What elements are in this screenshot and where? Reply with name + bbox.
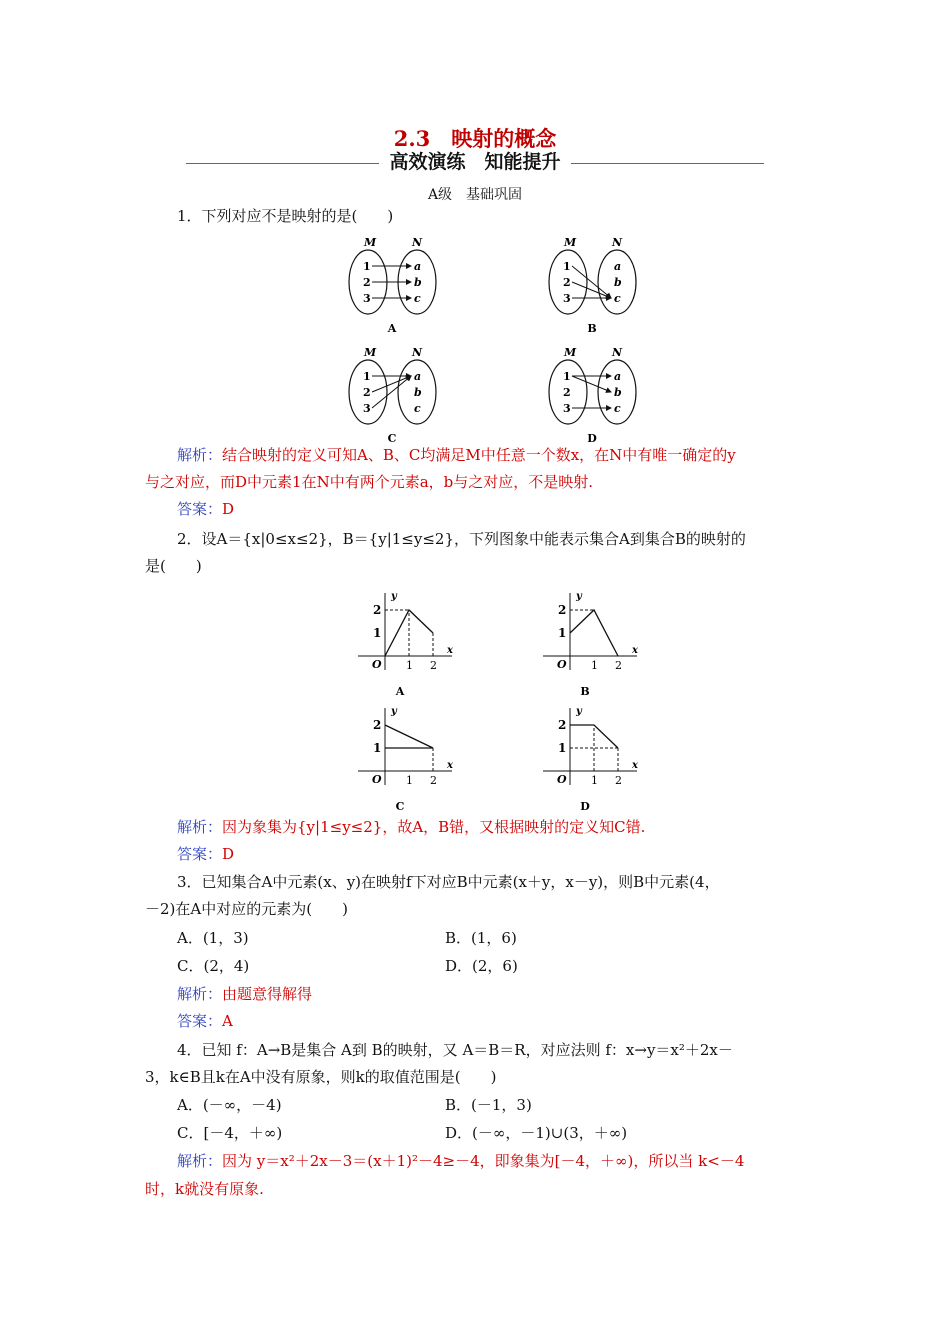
diagram-caption: B (587, 322, 597, 335)
q2-analysis (177, 814, 645, 841)
q4-option-a: A．(－∞，－4) (177, 1096, 282, 1114)
q3-answer (177, 1008, 233, 1035)
n-element: a (614, 260, 622, 273)
graph-caption: D (580, 800, 590, 813)
q2-stem-line1: 2．设A＝{x|0≤x≤2}，B＝{y|1≤y≤2}，下列图象中能表示集合A到集合B的映射的 (177, 530, 746, 548)
mapping-diagram-c (349, 346, 436, 445)
q3-analysis-text: 由题意得解得 (222, 985, 313, 1003)
q1-analysis-line1 (177, 442, 736, 469)
y-axis-label: y (391, 706, 397, 717)
n-element: a (614, 370, 622, 383)
y-tick-label: 2 (558, 718, 567, 732)
set-m-label: M (364, 236, 377, 249)
origin-label: O (557, 773, 567, 786)
y-tick-label: 2 (558, 603, 567, 617)
q3-stem-line1: 3．已知集合A中元素(x、y)在映射f下对应B中元素(x＋y，x－y)，则B中元素(4， (177, 873, 720, 891)
m-element: 3 (563, 292, 571, 305)
set-n-label: N (612, 346, 623, 359)
q1-mapping-diagrams (330, 228, 670, 448)
set-m-label: M (564, 236, 577, 249)
n-element: a (414, 370, 422, 383)
n-element: b (414, 276, 422, 289)
m-element: 3 (363, 402, 371, 415)
diagram-caption: D (587, 432, 597, 445)
x-axis-label: x (447, 645, 453, 656)
graph-caption: B (580, 685, 590, 698)
q2-graphs (340, 585, 660, 815)
set-n-label: N (412, 346, 423, 359)
n-element: b (614, 386, 622, 399)
q4-analysis-label: 解析： (177, 1152, 223, 1170)
y-axis-label: y (576, 591, 582, 602)
q3-option-c: C．(2，4) (177, 957, 250, 975)
q2-answer-value: D (222, 845, 235, 863)
function-graph-a (358, 591, 454, 698)
y-axis-label: y (391, 591, 397, 602)
graph-caption: C (395, 800, 405, 813)
n-element: c (414, 402, 421, 415)
m-element: 2 (363, 276, 371, 289)
q3-option-d: D．(2，6) (445, 957, 518, 975)
set-m-label: M (564, 346, 577, 359)
set-n-label: N (412, 236, 423, 249)
mapping-diagram-b (549, 236, 636, 335)
m-element: 2 (563, 276, 571, 289)
n-element: b (414, 386, 422, 399)
q2-analysis-text: 因为象集为{y|1≤y≤2}，故A，B错，又根据映射的定义知C错. (222, 818, 646, 836)
m-element: 1 (563, 260, 571, 273)
x-tick-label: 2 (430, 774, 437, 787)
n-element: c (414, 292, 421, 305)
q4-analysis-line1 (177, 1148, 744, 1175)
q3-analysis (177, 981, 312, 1008)
function-graph-d (543, 706, 639, 813)
m-element: 3 (363, 292, 371, 305)
q3-answer-label: 答案： (177, 1012, 223, 1030)
x-axis-label: x (447, 760, 453, 771)
q4-stem-line2: 3，k∈B且k在A中没有原象，则k的取值范围是( ) (145, 1068, 497, 1086)
mapping-arrow (572, 376, 611, 392)
x-tick-label: 2 (615, 774, 622, 787)
origin-label: O (557, 658, 567, 671)
x-tick-label: 1 (406, 774, 413, 787)
x-tick-label: 1 (591, 774, 598, 787)
x-tick-label: 1 (406, 659, 413, 672)
q1-answer-value: D (222, 500, 235, 518)
mapping-diagram-d (549, 346, 636, 445)
x-tick-label: 2 (615, 659, 622, 672)
q3-option-b: B．(1，6) (445, 929, 517, 947)
graph-curve (385, 725, 433, 748)
m-element: 1 (563, 370, 571, 383)
q3-answer-value: A (222, 1012, 233, 1030)
function-graph-c (358, 706, 454, 813)
x-tick-label: 2 (430, 659, 437, 672)
y-tick-label: 2 (373, 603, 382, 617)
q2-answer (177, 841, 234, 868)
n-element: c (614, 402, 621, 415)
x-tick-label: 1 (591, 659, 598, 672)
q3-option-a: A．(1，3) (177, 929, 249, 947)
q4-option-d: D．(－∞，－1)∪(3，＋∞) (445, 1124, 628, 1142)
origin-label: O (372, 658, 382, 671)
q2-answer-label: 答案： (177, 845, 223, 863)
graph-caption: A (395, 685, 405, 698)
page-title: 2.3 映射的概念 (393, 126, 557, 151)
y-tick-label: 2 (373, 718, 382, 732)
set-m-label: M (364, 346, 377, 359)
y-tick-label: 1 (373, 741, 382, 755)
m-element: 2 (563, 386, 571, 399)
y-axis-label: y (576, 706, 582, 717)
q3-analysis-label: 解析： (177, 985, 223, 1003)
banner-text: 高效演练 知能提升 (379, 151, 570, 173)
n-element: b (614, 276, 622, 289)
n-element: c (614, 292, 621, 305)
diagram-caption: A (387, 322, 397, 335)
q1-answer (177, 496, 234, 523)
q4-option-b: B．(－1，3) (445, 1096, 532, 1114)
q2-analysis-label: 解析： (177, 818, 223, 836)
m-element: 1 (363, 260, 371, 273)
q1-answer-label: 答案： (177, 500, 223, 518)
q4-stem-line1: 4．已知 f：A→B是集合 A到 B的映射，又 A＝B＝R，对应法则 f：x→y＝x²＋2x－ (177, 1041, 733, 1059)
q1-analysis-text1: 结合映射的定义可知A、B、C均满足M中任意一个数x，在N中有唯一确定的y (222, 446, 736, 464)
y-tick-label: 1 (558, 626, 567, 640)
q4-analysis-text1: 因为 y＝x²＋2x－3＝(x＋1)²－4≥－4，即象集为[－4，＋∞)，所以当 k<－4 (222, 1152, 745, 1170)
mapping-arrow (572, 266, 611, 298)
q1-analysis-line2: 与之对应，而D中元素1在N中有两个元素a，b与之对应，不是映射. (145, 473, 594, 491)
diagram-caption: C (387, 432, 397, 445)
q2-stem-line2: 是( ) (145, 557, 202, 575)
origin-label: O (372, 773, 382, 786)
m-element: 2 (363, 386, 371, 399)
mapping-diagram-a (349, 236, 436, 335)
graph-curve (570, 610, 618, 656)
x-axis-label: x (632, 760, 638, 771)
q4-option-c: C．[－4，＋∞) (177, 1124, 283, 1142)
y-tick-label: 1 (373, 626, 382, 640)
q3-stem-line2: －2)在A中对应的元素为( ) (145, 900, 348, 918)
level-heading: A级 基础巩固 (427, 187, 523, 203)
section-banner (0, 147, 950, 174)
q1-analysis-label: 解析： (177, 446, 223, 464)
y-tick-label: 1 (558, 741, 567, 755)
m-element: 1 (363, 370, 371, 383)
q1-stem: 1．下列对应不是映射的是( ) (177, 207, 394, 225)
mapping-arrow (572, 282, 611, 298)
set-n-label: N (612, 236, 623, 249)
mapping-arrow (372, 376, 411, 408)
m-element: 3 (563, 402, 571, 415)
mapping-arrow (372, 376, 411, 392)
q4-analysis-line2: 时，k就没有原象. (145, 1180, 264, 1198)
n-element: a (414, 260, 422, 273)
x-axis-label: x (632, 645, 638, 656)
function-graph-b (543, 591, 639, 698)
